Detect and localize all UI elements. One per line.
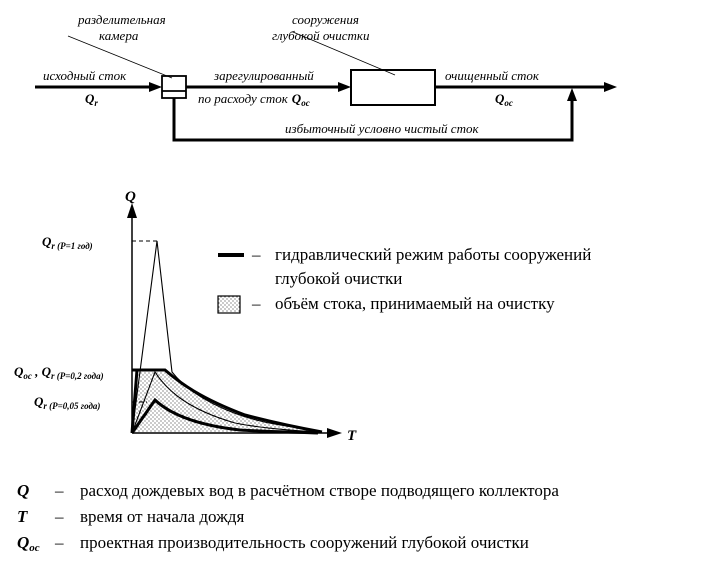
label-qoc-p02: $Q_{ос}$ , $Q_{r (P=0,2 года)}$ — [14, 364, 104, 381]
y-axis-label: Q — [125, 189, 136, 205]
legend-text-2: объём стока, принимаемый на очистку — [275, 294, 555, 313]
hydrograph — [127, 203, 342, 438]
definition-q-dash: – — [55, 481, 64, 500]
definition-t-dash: – — [55, 507, 64, 526]
bypass-label: избыточный условно чистый сток — [285, 121, 479, 136]
definition-qoc-text: проектная производительность сооружений глубокой очистки — [80, 533, 529, 552]
deep-treatment-box — [351, 70, 435, 105]
x-axis-label: T — [347, 428, 357, 444]
deep-treatment-label-1: сооружения — [292, 12, 359, 27]
deep-treatment-label-2: глубокой очистки — [272, 28, 370, 43]
legend-text-1a: гидравлический режим работы сооружений — [275, 245, 592, 264]
y-axis-arrow — [127, 203, 137, 218]
legend-dash-2: – — [252, 294, 261, 313]
definition-q — [0, 481, 702, 503]
inflow-label: исходный сток — [43, 68, 127, 83]
definition-t-symbol: T — [17, 507, 28, 526]
legend-dash-1: – — [252, 245, 261, 264]
separation-chamber-label-1: разделительная — [78, 12, 166, 27]
separation-chamber-box — [162, 76, 186, 98]
legend-dotted-box-symbol — [218, 296, 240, 313]
legend-text-1b: глубокой очистки — [275, 269, 403, 288]
definition-qoc-dash: – — [55, 533, 64, 552]
definition-t-text: время от начала дождя — [80, 507, 245, 526]
separation-chamber-label-2: камера — [99, 28, 139, 43]
label-peak: $Q_{r (P=1 год)}$ — [42, 234, 93, 251]
regulated-label-1: зарегулированный — [214, 68, 314, 83]
regulated-label-2: по расходу сток $Q_{ос}$ — [198, 91, 310, 108]
inflow-arrow — [149, 82, 162, 92]
treated-symbol: $Q_{ос}$ — [495, 91, 513, 108]
label-p005: $Q_{r (P=0,05 года)}$ — [34, 394, 101, 411]
inflow-symbol: $Q_r$ — [85, 91, 98, 108]
treated-label: очищенный сток — [445, 68, 539, 83]
regulated-arrow — [338, 82, 351, 92]
bypass-arrow — [567, 88, 577, 101]
x-axis-arrow — [327, 428, 342, 438]
definition-q-text: расход дождевых вод в расчётном створе подводящего коллектора — [80, 481, 559, 500]
definition-qoc — [0, 533, 702, 555]
definition-t — [0, 507, 702, 529]
treated-arrow — [604, 82, 617, 92]
definition-q-symbol: Q — [17, 481, 30, 500]
definition-qoc-symbol: Qос — [17, 533, 40, 554]
